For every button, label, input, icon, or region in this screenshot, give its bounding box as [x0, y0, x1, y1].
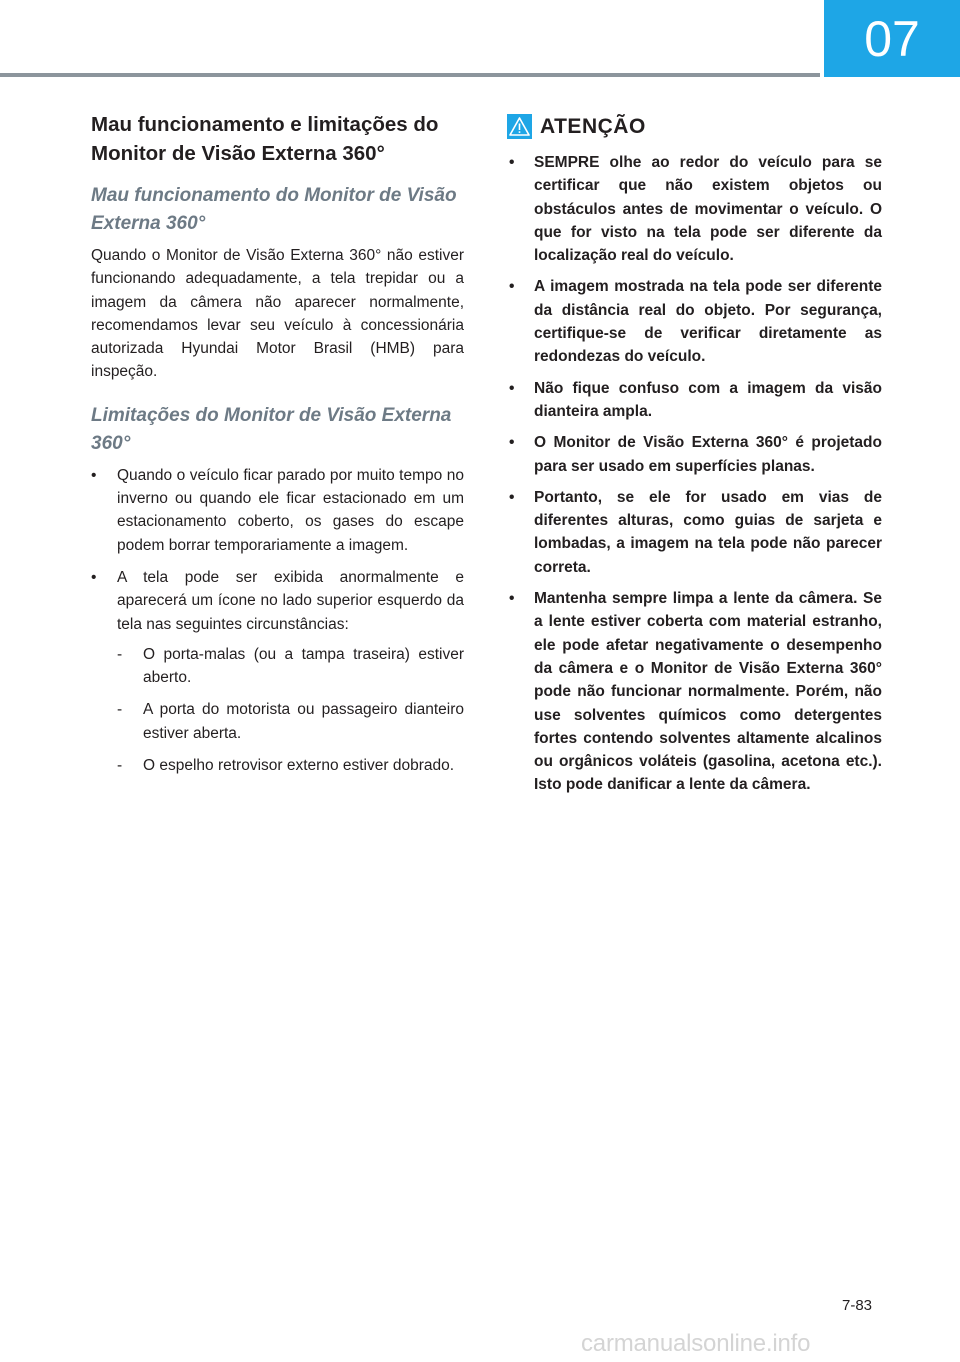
left-column: [91, 110, 464, 786]
warning-item: [507, 377, 882, 424]
warning-box: [507, 114, 882, 805]
dash-mark: -: [117, 701, 123, 719]
dash-mark: -: [117, 757, 123, 775]
bullet-mark: •: [509, 379, 515, 397]
list-item: [91, 566, 464, 777]
list-item-text: Quando o veículo ficar parado por muito tempo no inverno ou quando ele ficar estacionado em um estacionamento coberto, os gases do escape podem borrar temporariamente a imagem.: [117, 466, 464, 554]
sub-list-item-text: A porta do motorista ou passageiro dianteiro estiver aberta.: [143, 701, 464, 742]
warning-item-text: Não fique confuso com a imagem da visão dianteira ampla.: [534, 379, 882, 420]
bullet-mark: •: [509, 154, 515, 171]
warning-item: [507, 486, 882, 579]
bullet-mark: •: [91, 466, 97, 484]
bullet-mark: •: [509, 488, 515, 506]
warning-item-text: Portanto, se ele for usado em vias de diferentes alturas, como guias de sarjeta e lombadas, a imagem na tela pode não parecer correta.: [534, 488, 882, 576]
watermark: carmanualsonline.info: [581, 1330, 811, 1357]
warning-item-text: O Monitor de Visão Externa 360° é projetado para ser usado em superfícies planas.: [534, 434, 882, 475]
warning-title: ATENÇÃO: [540, 114, 646, 138]
warning-triangle-icon: [507, 114, 532, 139]
warning-item: [507, 151, 882, 267]
sub-list-item: [117, 698, 464, 745]
section-title: Mau funcionamento e limitações do Monitor de Visão Externa 360°: [91, 113, 439, 165]
chapter-tab: [824, 0, 960, 77]
circumstances-list: [117, 643, 464, 777]
warning-item-text: Mantenha sempre limpa a lente da câmera. Se a lente estiver coberta com material estranho, ele pode afetar negativamente o desempenho da câmera e o Monitor de Visão Externa 360° pode não funcionar normalmente. Porém, não use solventes químicos como detergentes fortes contendo solventes altamente alcalinos ou orgânicos voláteis (gasolina, acetona etc.). Isto pode danificar a lente da câmera.: [534, 590, 882, 794]
chapter-number: 07: [864, 10, 920, 67]
bullet-mark: •: [509, 590, 515, 608]
warning-item-text: SEMPRE olhe ao redor do veículo para se certificar que não existem objetos ou obstáculos antes de movimentar o veículo. O que for visto na tela pode ser diferente da localização real do veículo.: [534, 154, 882, 265]
sub-list-item-text: O porta-malas (ou a tampa traseira) estiver aberto.: [143, 645, 464, 687]
warning-item: [507, 587, 882, 797]
limitations-list: [91, 464, 464, 778]
warning-item: [507, 275, 882, 368]
bullet-mark: •: [509, 434, 515, 452]
list-item: [91, 464, 464, 557]
sub-list-item: [117, 643, 464, 690]
bullet-mark: •: [91, 568, 97, 586]
warning-item-text: A imagem mostrada na tela pode ser diferente da distância real do objeto. Por segurança, certifique-se de verificar diretamente as redondezas do veículo.: [534, 278, 882, 366]
warning-list: [507, 151, 882, 797]
page-number: 7-83: [842, 1297, 873, 1314]
malfunction-text: Quando o Monitor de Visão Externa 360° não estiver funcionando adequadamente, a tela trepidar ou a imagem da câmera não aparecer normalmente, recomendamos levar seu veículo à concessionária autorizada Hyundai Motor Brasil (HMB) para inspeção.: [91, 247, 464, 381]
header-rule: [0, 73, 820, 77]
warning-header: [507, 114, 882, 139]
malfunction-title: Mau funcionamento do Monitor de Visão Externa 360°: [91, 185, 457, 234]
sub-list-item: [117, 754, 464, 777]
limitations-title: Limitações do Monitor de Visão Externa 360°: [91, 404, 452, 454]
bullet-mark: •: [509, 278, 515, 296]
sub-list-item-text: O espelho retrovisor externo estiver dobrado.: [143, 757, 455, 775]
list-item-text: A tela pode ser exibida anormalmente e aparecerá um ícone no lado superior esquerdo da tela nas seguintes circunstâncias:: [117, 568, 464, 633]
warning-item: [507, 431, 882, 478]
dash-mark: -: [117, 645, 123, 663]
